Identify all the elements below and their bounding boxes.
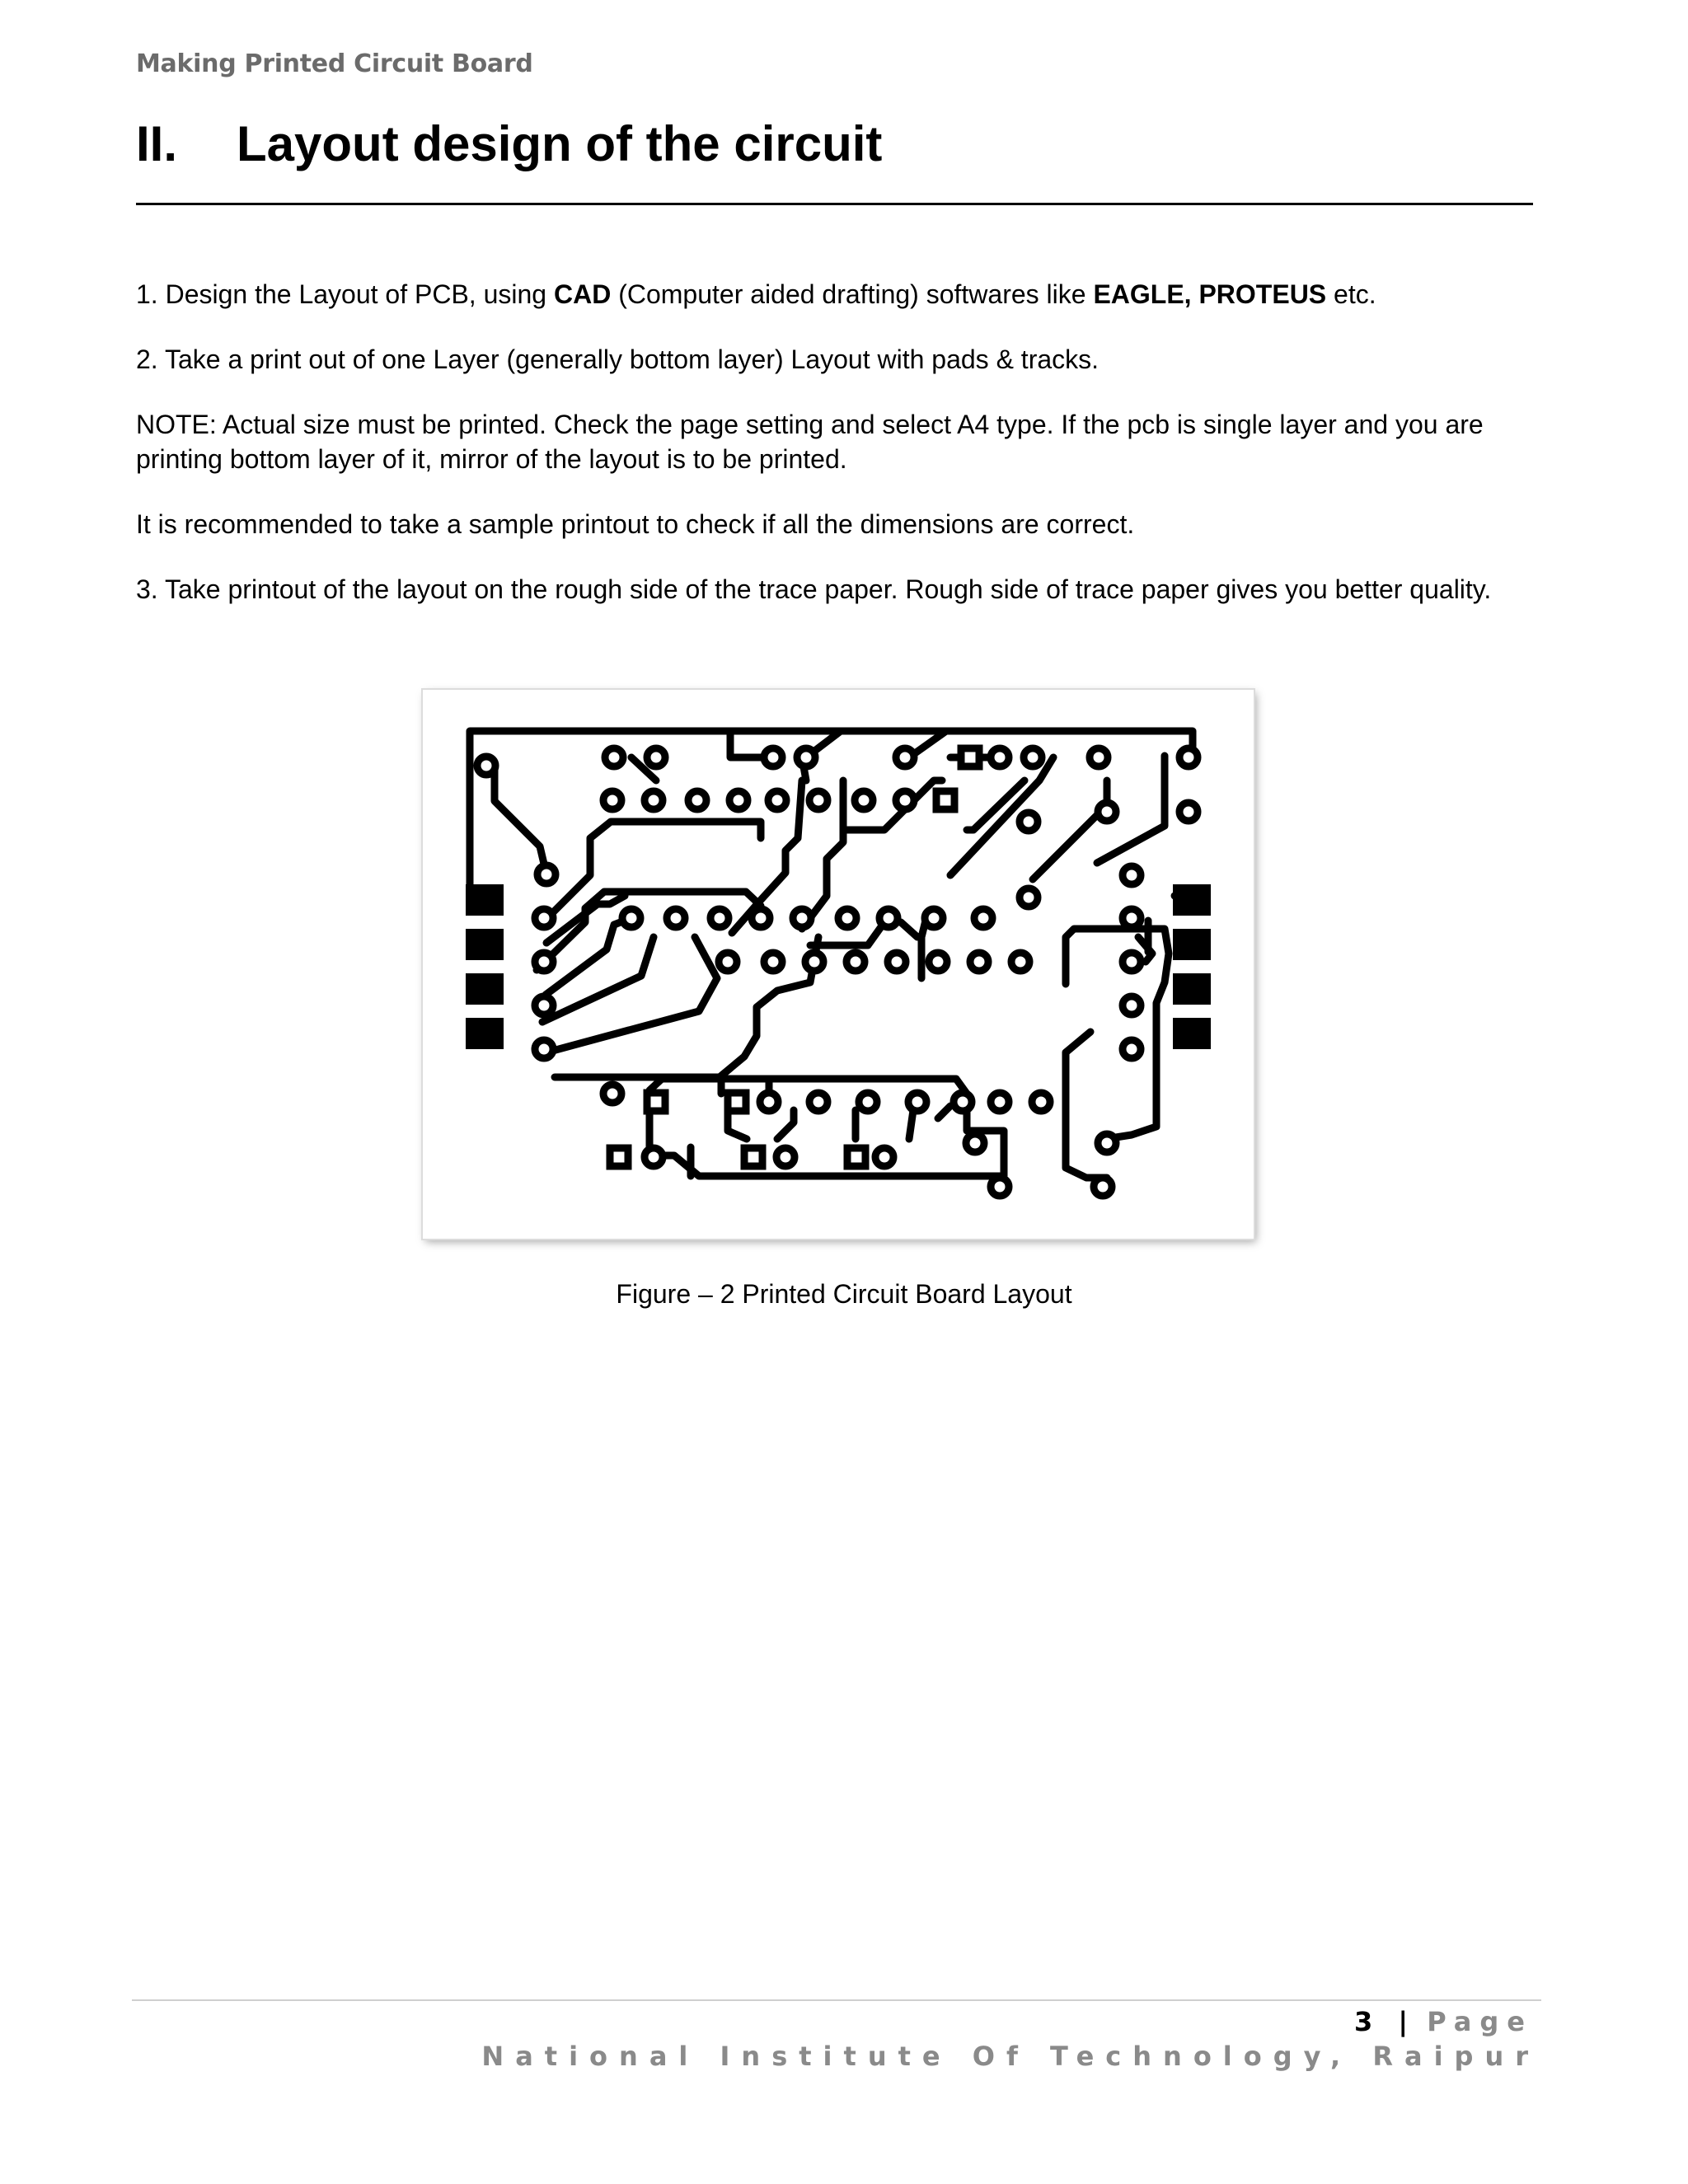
step-1-bold-cad: CAD	[553, 279, 612, 309]
page-word: Page	[1427, 2006, 1533, 2037]
page-number-value: 3	[1353, 2006, 1380, 2037]
institution-name: National Institute Of Technology, Raipur	[481, 2041, 1540, 2072]
page-number-separator: |	[1398, 2006, 1409, 2037]
step-3-paragraph: 3. Take printout of the layout on the rough side of the trace paper. Rough side of trace paper gives you better quality.	[136, 574, 1492, 604]
note-paragraph: NOTE: Actual size must be printed. Check the page setting and select A4 type. If the pcb is single layer and you are printing bottom layer of it, mirror of the layout is to be printed.	[136, 410, 1484, 474]
page-number	[1354, 2006, 1533, 2037]
step-1-suffix: etc.	[1326, 279, 1376, 309]
figure-caption: Figure – 2 Printed Circuit Board Layout	[616, 1279, 1072, 1309]
section-heading	[136, 117, 1537, 171]
step-2-paragraph: 2. Take a print out of one Layer (generally bottom layer) Layout with pads & tracks.	[136, 344, 1100, 374]
step-1-bold-software: EAGLE, PROTEUS	[1093, 279, 1327, 309]
step-1-paragraph	[136, 277, 1529, 312]
heading-rule	[136, 203, 1533, 205]
pcb-layout-drawing	[423, 690, 1254, 1239]
pcb-layout-figure	[423, 690, 1254, 1239]
running-header: Making Printed Circuit Board	[136, 49, 533, 78]
recommendation-paragraph: It is recommended to take a sample printout to check if all the dimensions are correct.	[136, 509, 1135, 539]
footer-rule	[132, 1999, 1541, 2001]
section-number: II.	[136, 116, 178, 171]
step-1-middle: (Computer aided drafting) softwares like	[611, 279, 1094, 309]
step-1-prefix: 1. Design the Layout of PCB, using	[136, 279, 554, 309]
section-title: Layout design of the circuit	[237, 116, 883, 171]
